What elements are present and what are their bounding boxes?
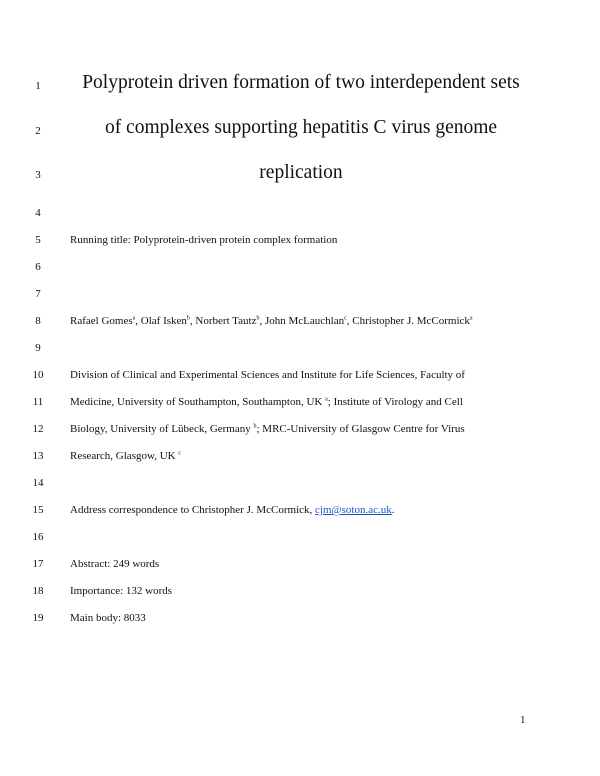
line-number: 4 <box>35 207 41 219</box>
line-number: 17 <box>32 558 44 570</box>
author-separator: , <box>346 315 353 327</box>
author-list <box>70 314 473 328</box>
author-affiliation-mark: a <box>132 315 136 322</box>
affiliation-line <box>70 395 463 409</box>
author-separator: , <box>135 315 141 327</box>
line-number: 6 <box>35 261 41 273</box>
affiliation-line <box>70 449 181 463</box>
line-number: 13 <box>32 450 44 462</box>
line-number: 7 <box>35 288 41 300</box>
paper-title-line-1: Polyprotein driven formation of two interdependent sets <box>82 72 520 93</box>
main-body-word-count: Main body: 8033 <box>70 612 146 624</box>
line-number: 14 <box>32 477 44 489</box>
line-number: 10 <box>32 369 44 381</box>
importance-word-count: Importance: 132 words <box>70 585 173 597</box>
line-number: 5 <box>35 234 41 246</box>
running-title: Running title: Polyprotein-driven protein complex formation <box>70 234 338 246</box>
author-affiliation-mark: c <box>344 315 347 322</box>
affiliation-mark: b <box>253 423 257 430</box>
line-number: 12 <box>32 423 44 435</box>
author-name: Christopher J. McCormick <box>352 315 470 327</box>
affiliation-text: Biology, University of Lübeck, Germany <box>70 423 254 435</box>
line-number: 16 <box>32 531 44 543</box>
affiliation-mark: c <box>178 450 182 457</box>
affiliation-text: Medicine, University of Southampton, Southampton, UK <box>70 396 326 408</box>
author-affiliation-mark: a <box>469 315 473 322</box>
correspondence-text: Address correspondence to Christopher J. McCormick, <box>70 504 316 516</box>
author-name: Norbert Tautz <box>195 315 257 327</box>
line-number: 3 <box>35 169 41 181</box>
author-affiliation-mark: b <box>256 315 260 322</box>
author-name: Olaf Isken <box>140 315 187 327</box>
line-number: 9 <box>35 342 41 354</box>
abstract-word-count: Abstract: 249 words <box>70 558 160 570</box>
paper-title-line-3: replication <box>259 162 343 183</box>
affiliation-text: ; MRC-University of Glasgow Centre for Virus <box>256 423 465 435</box>
correspondence-suffix: . <box>391 504 395 516</box>
author-affiliation-mark: b <box>186 315 190 322</box>
affiliation-mark: a <box>325 396 328 403</box>
affiliation-text: ; Institute of Virology and Cell <box>327 396 463 408</box>
author-name: Rafael Gomes <box>70 315 133 327</box>
correspondence-line <box>70 503 395 517</box>
line-number: 2 <box>35 125 41 137</box>
line-number: 1 <box>35 80 41 92</box>
affiliation-line <box>70 422 465 436</box>
affiliation-line: Division of Clinical and Experimental Sciences and Institute for Life Sciences, Faculty of <box>70 369 465 381</box>
author-separator: , <box>189 315 196 327</box>
line-number: 15 <box>32 504 44 516</box>
line-number: 19 <box>32 612 44 624</box>
page-number: 1 <box>520 714 526 726</box>
affiliation-text: Research, Glasgow, UK <box>70 450 179 462</box>
line-number: 11 <box>32 396 44 408</box>
email-link[interactable]: cjm@soton.ac.uk <box>315 504 392 516</box>
author-name: John McLauchlan <box>264 315 345 327</box>
author-separator: , <box>259 315 265 327</box>
line-number: 8 <box>35 315 41 327</box>
line-number: 18 <box>32 585 44 597</box>
paper-title-line-2: of complexes supporting hepatitis C virus genome <box>104 117 498 138</box>
